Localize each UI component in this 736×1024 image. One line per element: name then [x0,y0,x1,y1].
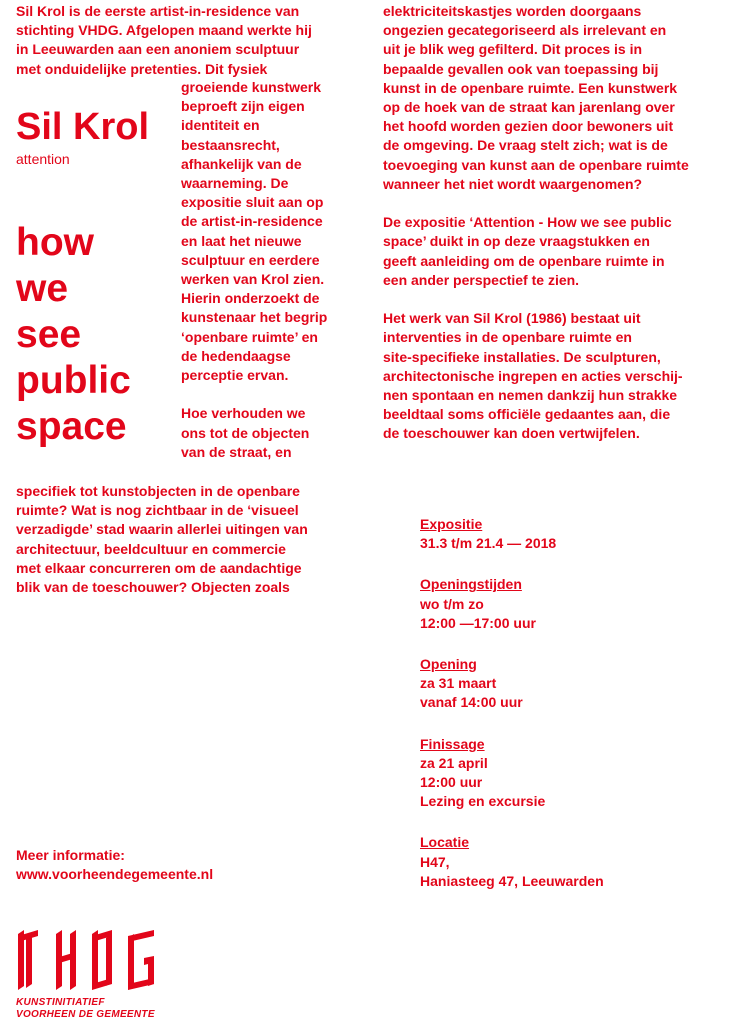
big-title-line: public [16,359,131,402]
big-title [16,220,131,450]
info-value: wo t/m zo 12:00 —17:00 uur [420,595,536,631]
intro-paragraph: Sil Krol is de eerste artist-in-residence van stichting VHDG. Afgelopen maand werkte hij in Leeuwarden aan een anoniem sculptuur met onduidelijke pretenties. Dit fysiek [16,3,312,77]
big-title-line: see [16,313,82,356]
info-value: za 21 april 12:00 uur Lezing en excursie [420,754,546,810]
info-finissage [420,735,604,812]
info-opening-hours [420,575,604,633]
info-label: Openingstijden [420,576,522,593]
right-column-text: elektriciteitskastjes worden doorgaans ongezien gecategoriseerd als irrelevant en uit je blik weg gefilterd. Dit proces is in bepaalde gevallen ook van toepassing bij kunst in de openbare ruimte. Een kunstwerk op de hoek van de straat kan jarenlang over het hoofd worden gezien door bewoners uit de omgeving. De vraag stelt zich; wat is de toevoeging van kunst aan de openbare ruimte wanneer het niet wordt waargenomen? De expositie ‘Attention - How we see public space’ duikt in op deze vraagstukken en geeft aanleiding om de openbare ruimte in een ander perspectief te zien. Het werk van Sil Krol (1986) bestaat uit interventies in de openbare ruimte en site-specifieke installaties. De sculpturen, architectonische ingrepen en acties verschij- nen spontaan en nemen dankzij hun strakke beeldtaal soms officiële gedaantes aan, die de toeschouwer kan doen vertwijfelen. [383,3,689,442]
website-link[interactable]: www.voorheendegemeente.nl [16,866,214,883]
logo-caption: KUNSTINITIATIEF VOORHEEN DE GEMEENTE [16,997,155,1020]
info-block [420,515,604,913]
info-label: Locatie [420,834,470,851]
info-location [420,833,604,891]
info-exhibition [420,515,604,553]
more-info [16,846,213,884]
lower-left-text: specifiek tot kunstobjecten in de openbare ruimte? Wat is nog zichtbaar in de ‘visueel verzadigde’ stad waarin allerlei uitingen van architectuur, beeldcultuur en commercie met elkaar concurreren om de aandachtige blik van de toeschouwer? Objecten zoals [16,483,308,596]
info-label: Finissage [420,735,485,752]
vhdg-logo [16,928,158,992]
middle-column-text: groeiende kunstwerk beproeft zijn eigen identiteit en bestaansrecht, afhankelijk van de waarneming. De expositie sluit aan op de artist-in-residence en laat het nieuwe sculptuur en eerdere werken van Krol zien. Hierin onderzoekt de kunstenaar het begrip ‘openbare ruimte’ en de hedendaagse perceptie ervan. Hoe verhouden we ons tot de objecten van de straat, en [181,79,328,460]
info-label: Opening [420,656,477,673]
info-label: Expositie [420,516,483,532]
artist-name: Sil Krol [16,106,150,148]
subtitle: attention [16,151,70,167]
more-info-label: Meer informatie: [16,847,125,863]
info-opening [420,655,604,713]
big-title-line: we [16,267,69,310]
info-value: 31.3 t/m 21.4 — 2018 [420,535,557,552]
big-title-line: space [16,405,127,448]
info-value: za 31 maart vanaf 14:00 uur [420,675,523,711]
big-title-line: how [16,221,94,264]
info-value: H47, Haniasteeg 47, Leeuwarden [420,853,604,889]
